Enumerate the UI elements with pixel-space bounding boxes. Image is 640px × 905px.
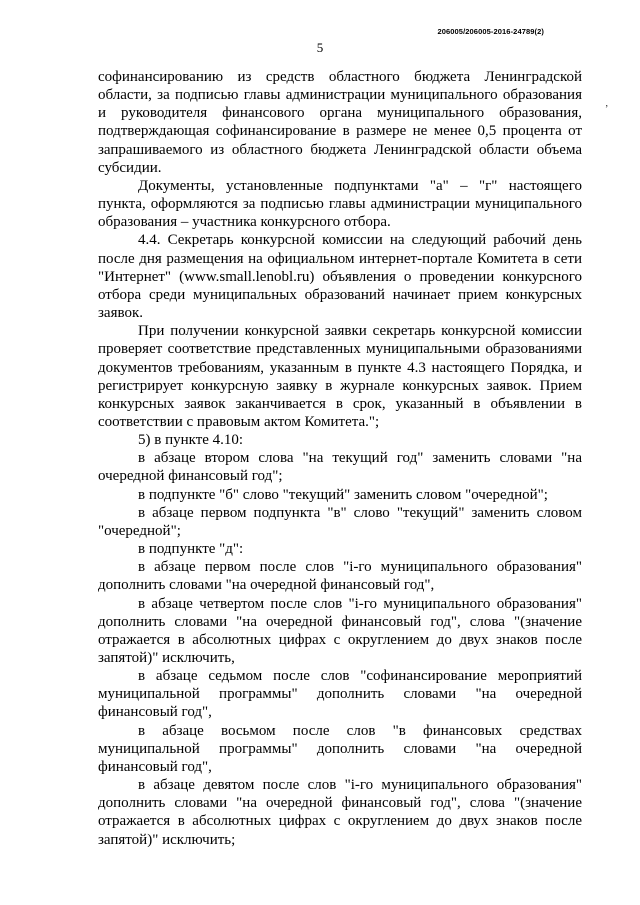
paragraph-10: в абзаце первом после слов "i-го муниципального образования" дополнить словами "на очередной финансовый год", — [98, 559, 582, 594]
paragraph-8: в абзаце первом подпункта "в" слово "текущий" заменить словом "очередной"; — [98, 504, 582, 539]
paragraph-11: в абзаце четвертом после слов "i-го муниципального образования" дополнить словами "на очередной финансовый год", слова "(значение отражается в абсолютных цифрах с округлением до двух знаков после запятой)" исключить, — [98, 595, 582, 666]
paragraph-14: в абзаце девятом после слов "i-го муниципального образования" дополнить словами "на очередной финансовый год", слова "(значение отражается в абсолютных цифрах с округлением до двух знаков после запятой)" исключить; — [98, 777, 582, 848]
paragraph-6: в абзаце втором слова "на текущий год" заменить словами "на очередной финансовый год"; — [98, 450, 582, 485]
document-body — [98, 68, 582, 849]
paragraph-5: 5) в пункте 4.10: — [138, 432, 244, 449]
document-id: 206005/206005-2016-24789(2) — [437, 27, 544, 36]
paragraph-3: 4.4. Секретарь конкурсной комиссии на следующий рабочий день после дня размещения на официальном интернет-портале Комитета в сети "Интернет" (www.small.lenobl.ru) объявления о проведении конкурсного отбора среди муниципальных образований начинает прием конкурсных заявок. — [98, 232, 582, 322]
margin-mark: ʼ — [605, 104, 609, 115]
page-number: 5 — [316, 40, 324, 55]
paragraph-2: Документы, установленные подпунктами "а" – "г" настоящего пункта, оформляются за подписью главы администрации муниципального образования – участника конкурсного отбора. — [98, 177, 582, 231]
paragraph-9: в подпункте "д": — [138, 541, 244, 558]
paragraph-1: софинансированию из средств областного бюджета Ленинградской области, за подписью главы администрации муниципального образования и руководителя финансового органа муниципального образования, подтверждающая софинансирование в размере не менее 0,5 процента от запрашиваемого из областного бюджета Ленинградской области объема субсидии. — [98, 69, 582, 176]
paragraph-7: в подпункте "б" слово "текущий" заменить словом "очередной"; — [138, 486, 548, 503]
paragraph-12: в абзаце седьмом после слов "софинансирование мероприятий муниципальной программы" дополнить словами "на очередной финансовый год", — [98, 668, 582, 721]
paragraph-13: в абзаце восьмом после слов "в финансовых средствах муниципальной программы" дополнить словами "на очередной финансовый год", — [98, 722, 582, 775]
paragraph-4: При получении конкурсной заявки секретарь конкурсной комиссии проверяет соответствие представленных муниципальными образованиями документов требованиям, указанным в пункте 4.3 настоящего Порядка, и регистрирует конкурсную заявку в журнале конкурсных заявок. Прием конкурсных заявок заканчивается в срок, указанный в объявлении в соответствии с правовым актом Комитета."; — [98, 323, 582, 430]
